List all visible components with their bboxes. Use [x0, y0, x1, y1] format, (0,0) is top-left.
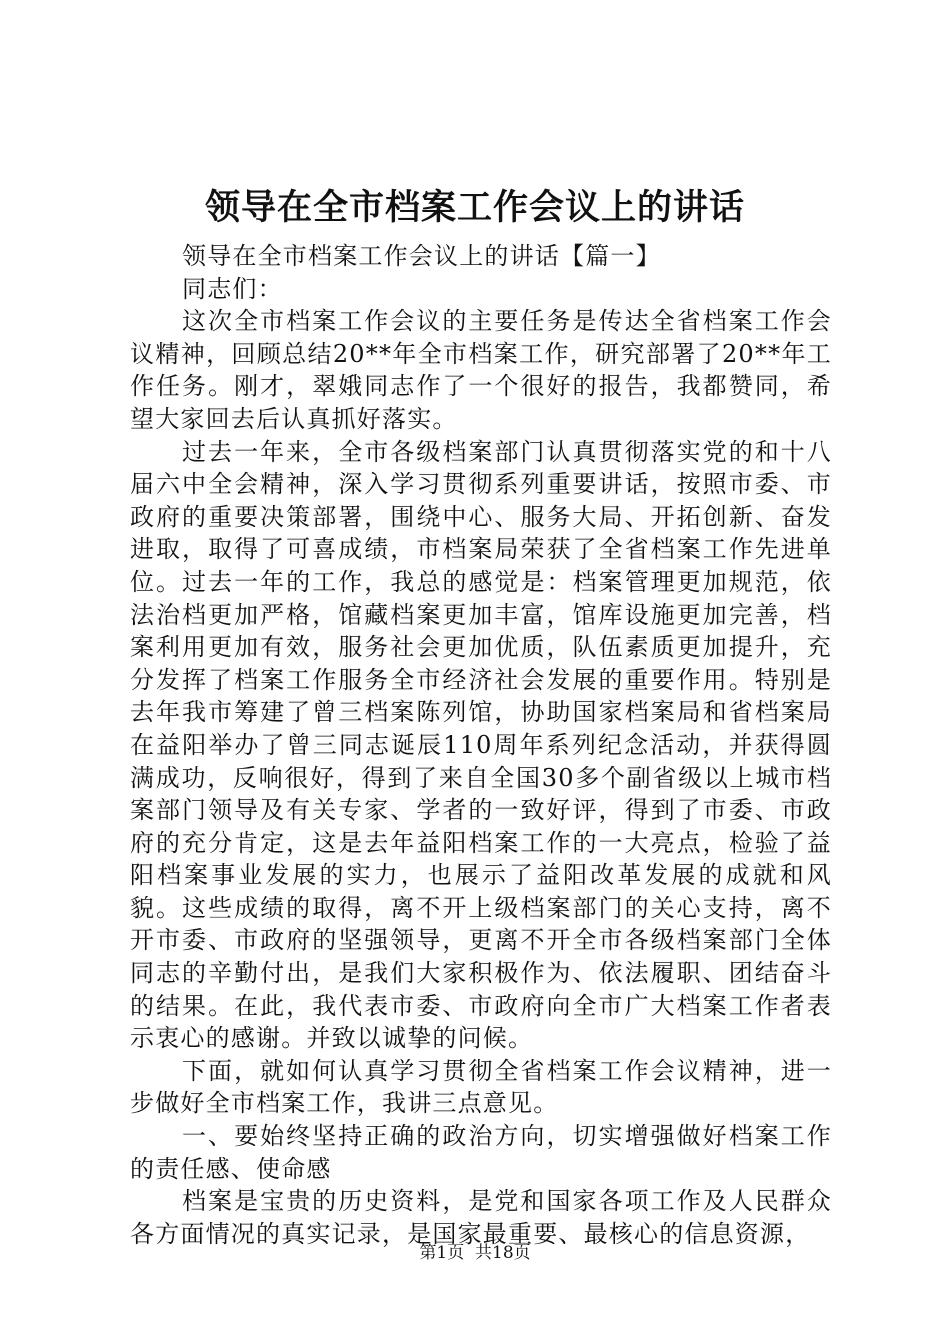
document-body — [130, 240, 832, 1250]
paragraph: 档案是宝贵的历史资料，是党和国家各项工作及人民群众各方面情况的真实记录，是国家最重要、最核心的信息资源， — [130, 1187, 832, 1248]
point-heading: 一、要始终坚持正确的政治方向，切实增强做好档案工作的责任感、使命感 — [130, 1122, 832, 1183]
total-prefix: 共 — [475, 1243, 492, 1263]
page-suffix: 页 — [447, 1243, 465, 1263]
paragraph: 这次全市档案工作会议的主要任务是传达全省档案工作会议精神，回顾总结20**年全市档案工作，研究部署了20**年工作任务。刚才，翠娥同志作了一个很好的报告，我都赞同，希望大家回去后认真抓好落实。 — [130, 307, 832, 433]
paragraph: 过去一年来，全市各级档案部门认真贯彻落实党的和十八届六中全会精神，深入学习贯彻系列重要讲话，按照市委、市政府的重要决策部署，围绕中心、服务大局、开拓创新、奋发进取，取得了可喜成绩，市档案局荣获了全省档案工作先进单位。过去一年的工作，我总的感觉是：档案管理更加规范，依法治档更加严格，馆藏档案更加丰富，馆库设施更加完善，档案利用更加有效，服务社会更加优质，队伍素质更加提升，充分发挥了档案工作服务全市经济社会发展的重要作用。特别是去年我市筹建了曾三档案陈列馆，协助国家档案局和省档案局在益阳举办了曾三同志诞辰110周年系列纪念活动，并获得圆满成功，反响很好，得到了来自全国30多个副省级以上城市档案部门领导及有关专家、学者的一致好评，得到了市委、市政府的充分肯定，这是去年益阳档案工作的一大亮点，检验了益阳档案事业发展的实力，也展示了益阳改革发展的成就和风貌。这些成绩的取得，离不开上级档案部门的关心支持，离不开市委、市政府的坚强领导，更离不开全市各级档案部门全体同志的辛勤付出，是我们大家积极作为、依法履职、团结奋斗的结果。在此，我代表市委、市政府向全市广大档案工作者表示衷心的感谢。并致以诚挚的问候。 — [130, 437, 832, 1053]
total-suffix: 页 — [513, 1243, 531, 1263]
section-heading: 领导在全市档案工作会议上的讲话【篇一】 — [182, 242, 661, 270]
page-footer — [0, 1241, 950, 1265]
salutation: 同志们： — [182, 274, 283, 303]
total-pages: 18 — [492, 1243, 514, 1263]
document-title: 领导在全市档案工作会议上的讲话 — [204, 187, 745, 228]
footer-spacer — [464, 1243, 475, 1263]
page-prefix: 第 — [419, 1243, 437, 1263]
page-number: 1 — [436, 1243, 448, 1263]
paragraph: 下面，就如何认真学习贯彻全省档案工作会议精神，进一步做好全市档案工作，我讲三点意见。 — [130, 1056, 832, 1118]
